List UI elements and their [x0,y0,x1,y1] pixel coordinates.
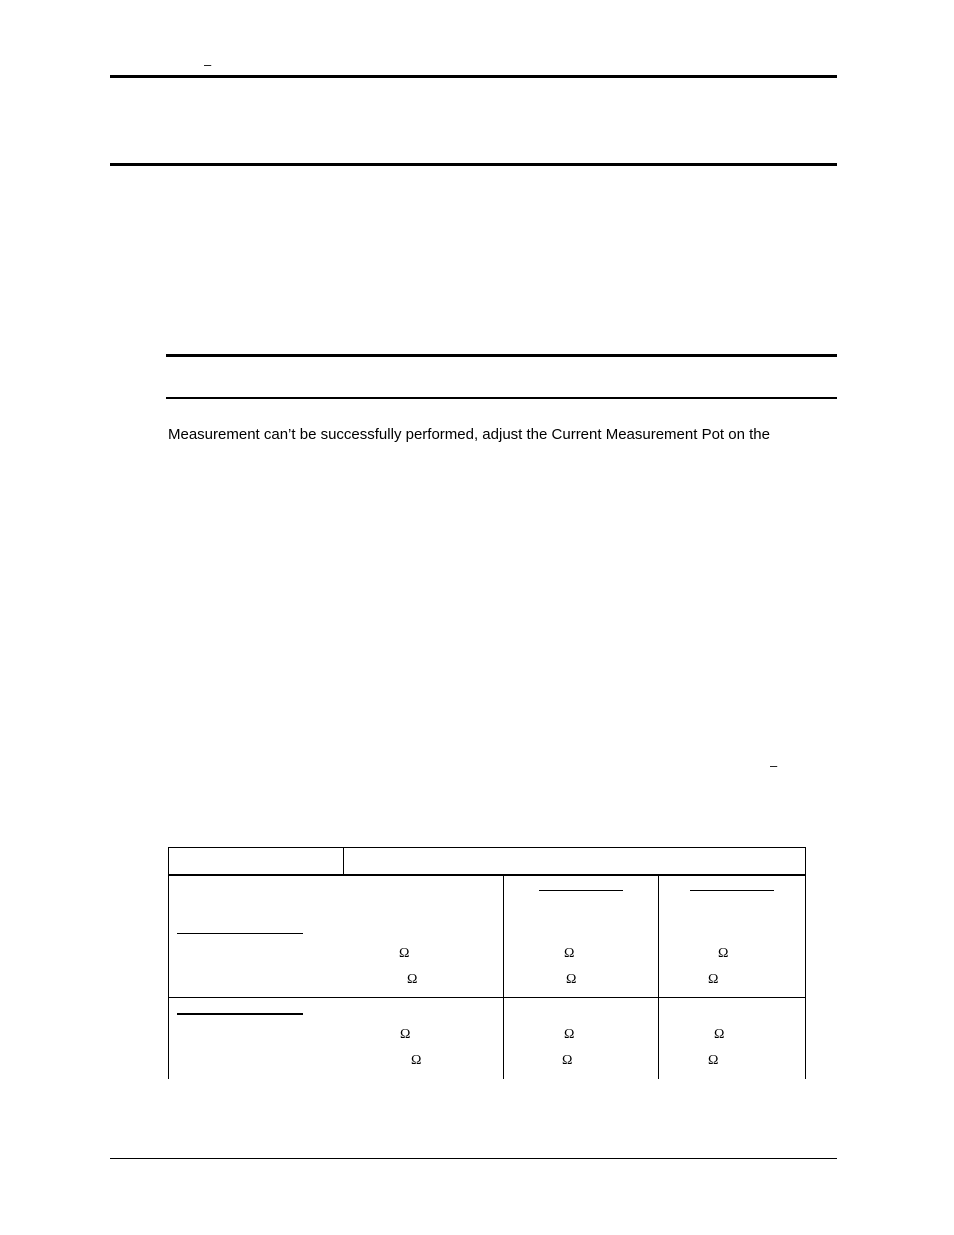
table-header-bottom-border [168,874,806,876]
header-rule-top [110,75,837,78]
ohm-unit: Ω [564,946,575,961]
body-paragraph: Measurement can’t be successfully performed, adjust the Current Measurement Pot on the [168,426,770,443]
section-rule-bottom [166,397,837,399]
table-row-divider [168,997,806,998]
ohm-unit: Ω [566,972,577,987]
table-right-border [805,847,806,1079]
table-header-divider [343,847,344,875]
section-rule-top [166,354,837,357]
header-rule-bottom [110,163,837,166]
table-col-divider-2 [658,875,659,1079]
ohm-unit: Ω [564,1027,575,1042]
group1-label-underline [177,933,303,934]
ohm-unit: Ω [718,946,729,961]
ohm-unit: Ω [714,1027,725,1042]
col2-header-underline [539,890,623,891]
col3-header-underline [690,890,774,891]
ohm-unit: Ω [407,972,418,987]
table-header-top-border [168,847,806,848]
footer-rule [110,1158,837,1159]
ohm-unit: Ω [400,1027,411,1042]
group2-label-underline [177,1013,303,1015]
header-dash: – [204,57,212,72]
ohm-unit: Ω [411,1053,422,1068]
note-dash: – [770,758,778,773]
ohm-unit: Ω [562,1053,573,1068]
ohm-unit: Ω [708,1053,719,1068]
table-left-border [168,847,169,1079]
ohm-unit: Ω [399,946,410,961]
ohm-unit: Ω [708,972,719,987]
table-col-divider-1 [503,875,504,1079]
